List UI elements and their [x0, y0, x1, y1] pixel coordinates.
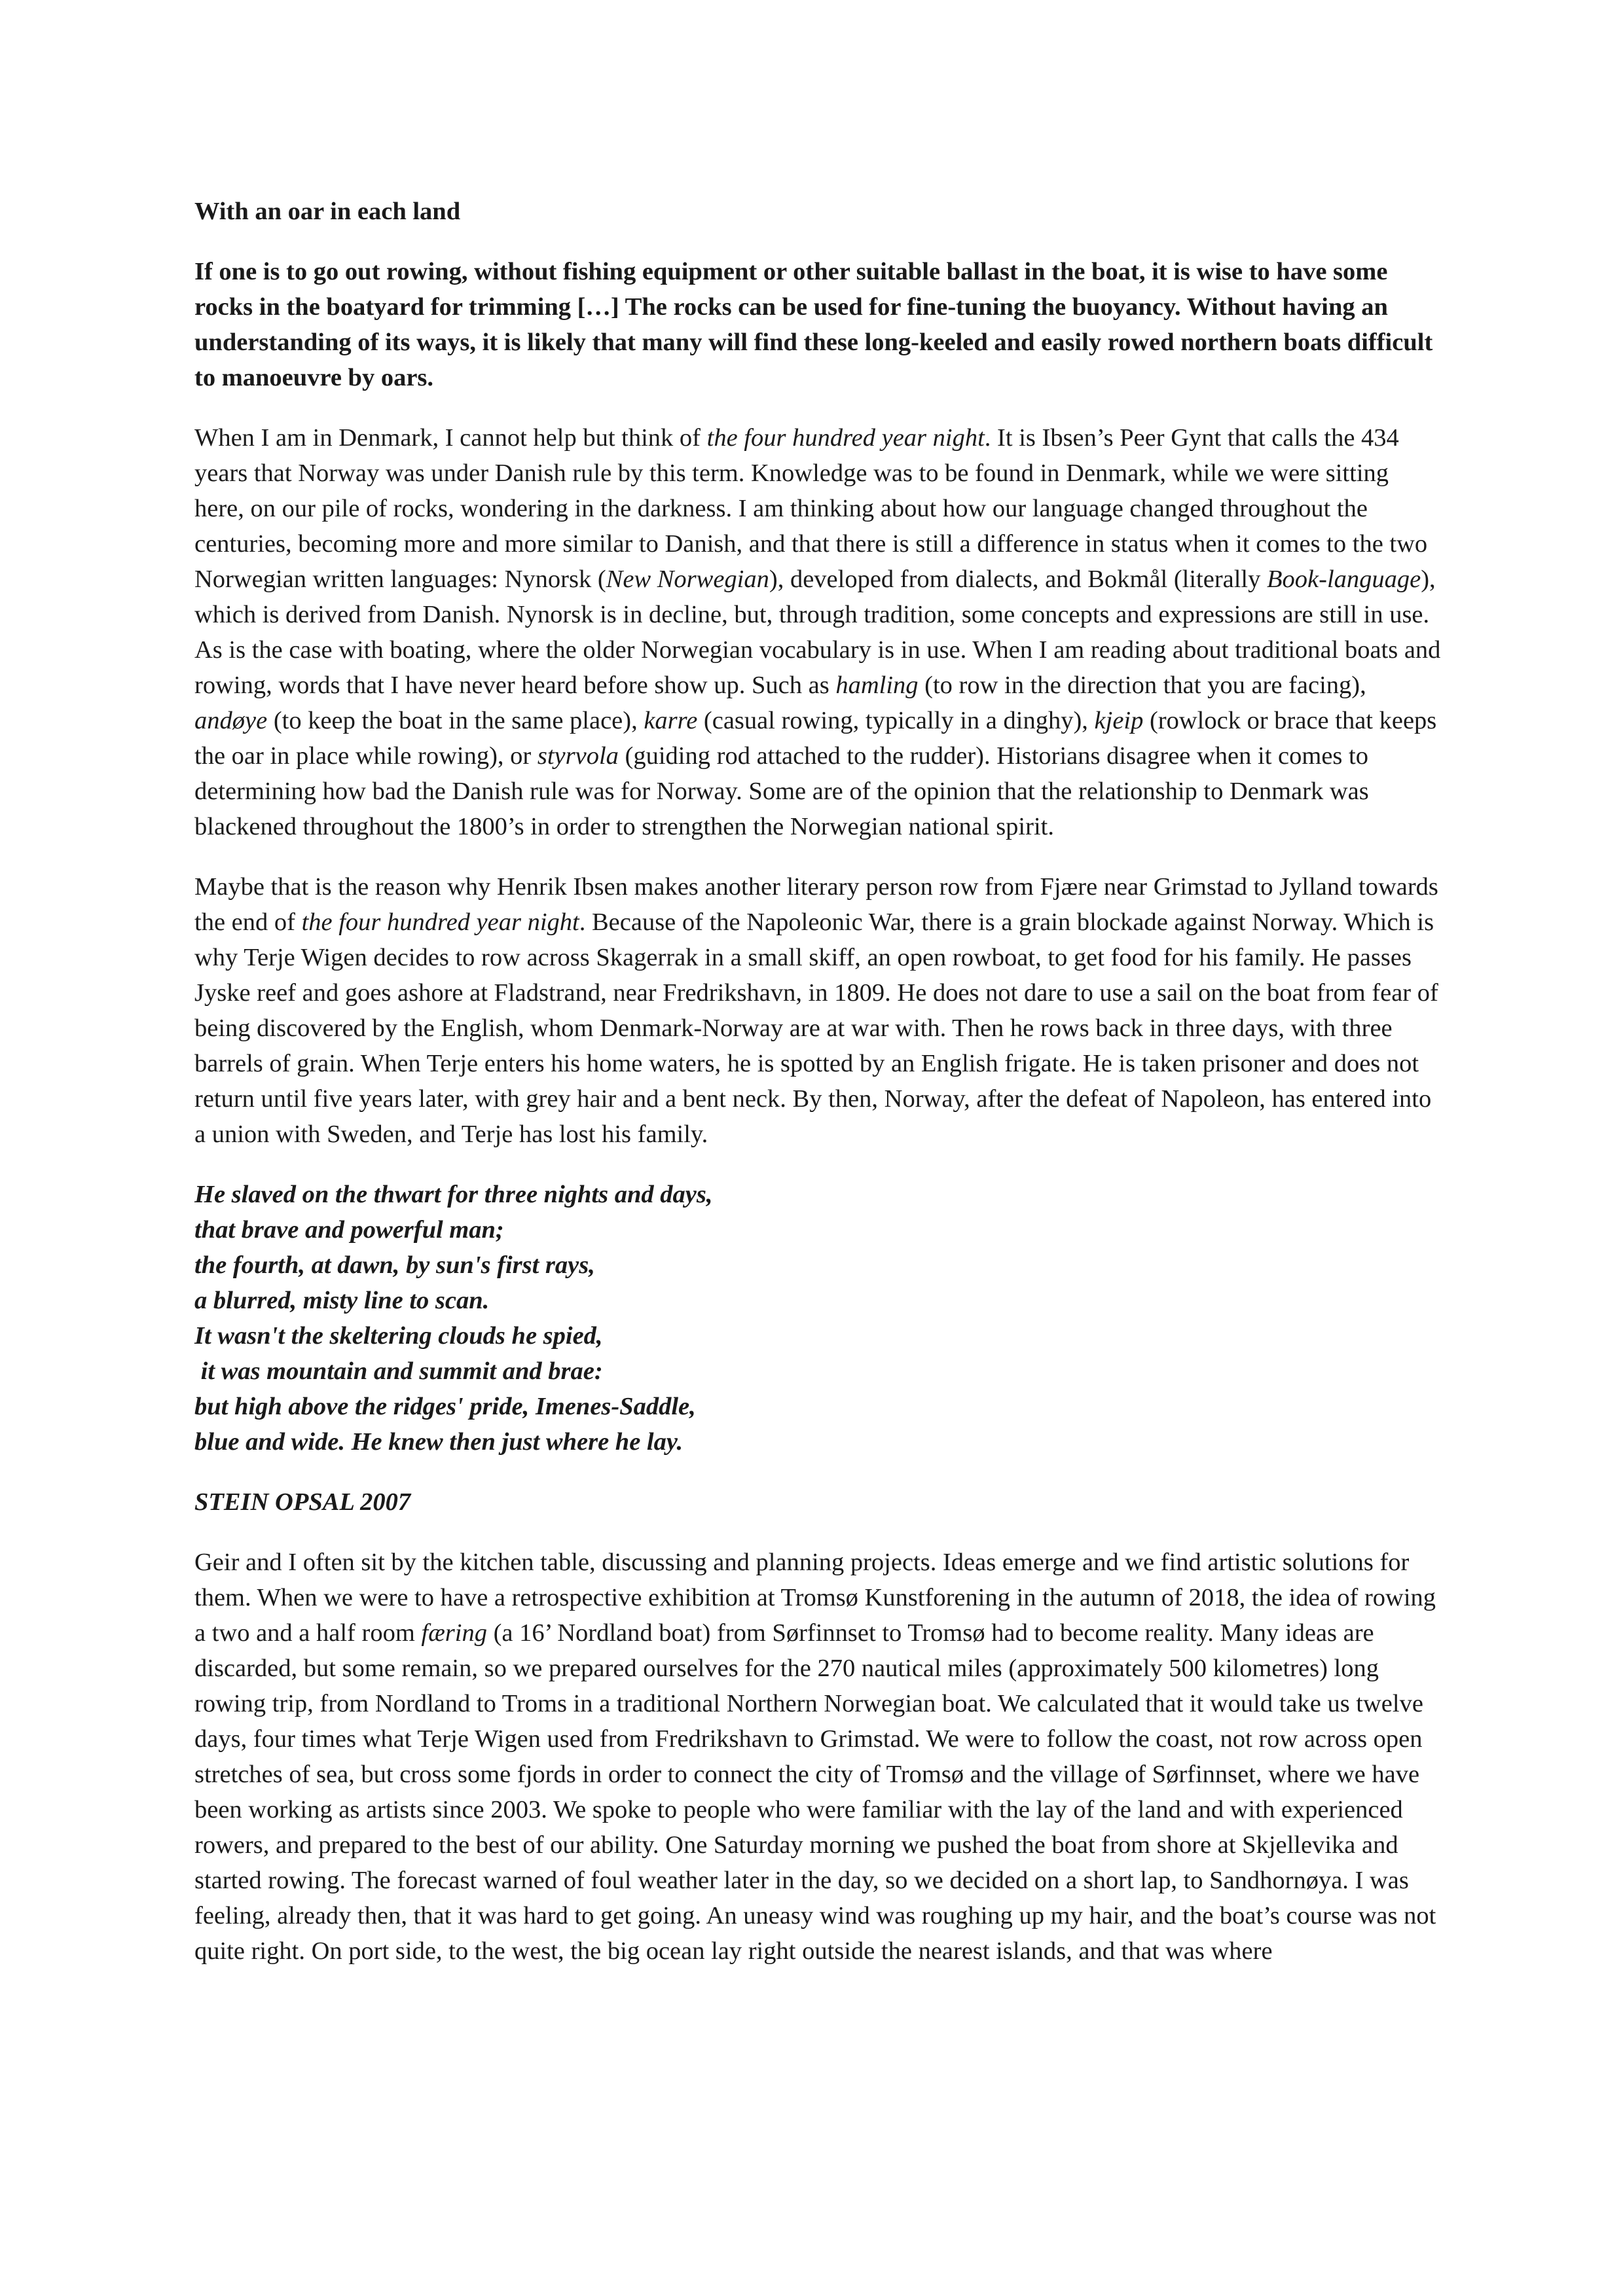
- text-run: Maybe that is the reason why Henrik Ibsen makes another literary person row from Fjære near Grimstad to Jylland towards the end of: [194, 873, 1438, 936]
- italic-term: the four hundred year night: [706, 424, 985, 452]
- text-run: Geir and I often sit by the kitchen table, discussing and planning projects. Ideas emerge and we find artistic solutions for them. When we were to have a retrospective exhibition at Tromsø Kunstforening in the autumn of 2018, the idea of rowing a two and a half room: [194, 1549, 1436, 1647]
- poem-line: blue and wide. He knew then just where he lay.: [194, 1428, 684, 1456]
- body-paragraph-2: [194, 869, 1442, 1152]
- poem-line: the fourth, at dawn, by sun's first rays,: [194, 1251, 595, 1279]
- italic-term: kjeip: [1094, 707, 1144, 734]
- text-run: (a 16’ Nordland boat) from Sørfinnset to Tromsø had to become reality. Many ideas are discarded, but some remain, so we prepared ourselves for the 270 nautical miles (approximately 500 kilometres) long rowing trip, from Nordland to Troms in a traditional Northern Norwegian boat. We calculated that it would take us twelve days, four times what Terje Wigen used from Fredrikshavn to Grimstad. We were to follow the coast, not row across open stretches of sea, but cross some fjords in order to connect the city of Tromsø and the village of Sørfinnset, where we have been working as artists since 2003. We spoke to people who were familiar with the lay of the land and with experienced rowers, and prepared to the best of our ability. One Saturday morning we pushed the boat from shore at Skjellevika and started rowing. The forecast warned of foul weather later in the day, so we decided on a short lap, to Sandhornøya. I was feeling, already then, that it was hard to get going. An uneasy wind was roughing up my hair, and the boat’s course was not quite right. On port side, to the west, the big ocean lay right outside the nearest islands, and that was where: [194, 1619, 1436, 1965]
- text-run: (rowlock or brace that keeps the oar in place while rowing), or: [194, 707, 1437, 770]
- poem-attribution: STEIN OPSAL 2007: [194, 1488, 411, 1516]
- text-run: (to keep the boat in the same place),: [267, 707, 644, 734]
- text-run: ), which is derived from Danish. Nynorsk is in decline, but, through tradition, some concepts and expressions are still in use. As is the case with boating, where the older Norwegian vocabulary is in use. When I am reading about traditional boats and rowing, words that I have never heard before show up. Such as: [194, 565, 1441, 699]
- intro-paragraph: If one is to go out rowing, without fishing equipment or other suitable ballast in the boat, it is wise to have some rocks in the boatyard for trimming […] The rocks can be used for fine-tuning the buoyancy. Without having an understanding of its ways, it is likely that many will find these long-keeled and easily rowed northern boats difficult to manoeuvre by oars.: [194, 258, 1433, 391]
- text-run: (guiding rod attached to the rudder). Historians disagree when it comes to determining how bad the Danish rule was for Norway. Some are of the opinion that the relationship to Denmark was blackened throughout the 1800’s in order to strengthen the Norwegian national spirit.: [194, 742, 1369, 840]
- italic-term: the four hundred year night: [301, 908, 579, 936]
- poem-line: He slaved on the thwart for three nights and days,: [194, 1181, 713, 1208]
- italic-term: hamling: [835, 672, 919, 699]
- text-run: (to row in the direction that you are facing),: [918, 672, 1366, 699]
- poem-line: it was mountain and summit and brae:: [194, 1357, 603, 1385]
- poem-line: but high above the ridges' pride, Imenes-Saddle,: [194, 1393, 696, 1420]
- body-paragraph-1: [194, 420, 1442, 844]
- document-page: [194, 194, 1442, 1994]
- poem-line: that brave and powerful man;: [194, 1216, 504, 1244]
- poem-line: a blurred, misty line to scan.: [194, 1287, 490, 1314]
- text-run: ), developed from dialects, and Bokmål (literally: [769, 565, 1267, 593]
- text-run: When I am in Denmark, I cannot help but think of: [194, 424, 707, 452]
- italic-term: færing: [421, 1619, 487, 1647]
- italic-term: styrvola: [537, 742, 619, 770]
- poem-line: It wasn't the skeltering clouds he spied,: [194, 1322, 603, 1350]
- document-title: With an oar in each land: [194, 198, 461, 225]
- italic-term: New Norwegian: [606, 565, 769, 593]
- text-run: . It is Ibsen’s Peer Gynt that calls the 434 years that Norway was under Danish rule by this term. Knowledge was to be found in Denmark, while we were sitting here, on our pile of rocks, wondering in the darkness. I am thinking about how our language changed throughout the centuries, becoming more and more similar to Danish, and that there is still a difference in status when it comes to the two Norwegian written languages: Nynorsk (: [194, 424, 1428, 593]
- italic-term: karre: [644, 707, 698, 734]
- body-paragraph-3: [194, 1545, 1442, 1969]
- italic-term: Book-language: [1267, 565, 1421, 593]
- text-run: (casual rowing, typically in a dinghy),: [697, 707, 1095, 734]
- text-run: . Because of the Napoleonic War, there is a grain blockade against Norway. Which is why Terje Wigen decides to row across Skagerrak in a small skiff, an open rowboat, to get food for his family. He passes Jyske reef and goes ashore at Fladstrand, near Fredrikshavn, in 1809. He does not dare to use a sail on the boat from fear of being discovered by the English, whom Denmark-Norway are at war with. Then he rows back in three days, with three barrels of grain. When Terje enters his home waters, he is spotted by an English frigate. He is taken prisoner and does not return until five years later, with grey hair and a bent neck. By then, Norway, after the defeat of Napoleon, has entered into a union with Sweden, and Terje has lost his family.: [194, 908, 1438, 1148]
- poem-quote: [194, 1177, 1442, 1460]
- italic-term: andøye: [194, 707, 268, 734]
